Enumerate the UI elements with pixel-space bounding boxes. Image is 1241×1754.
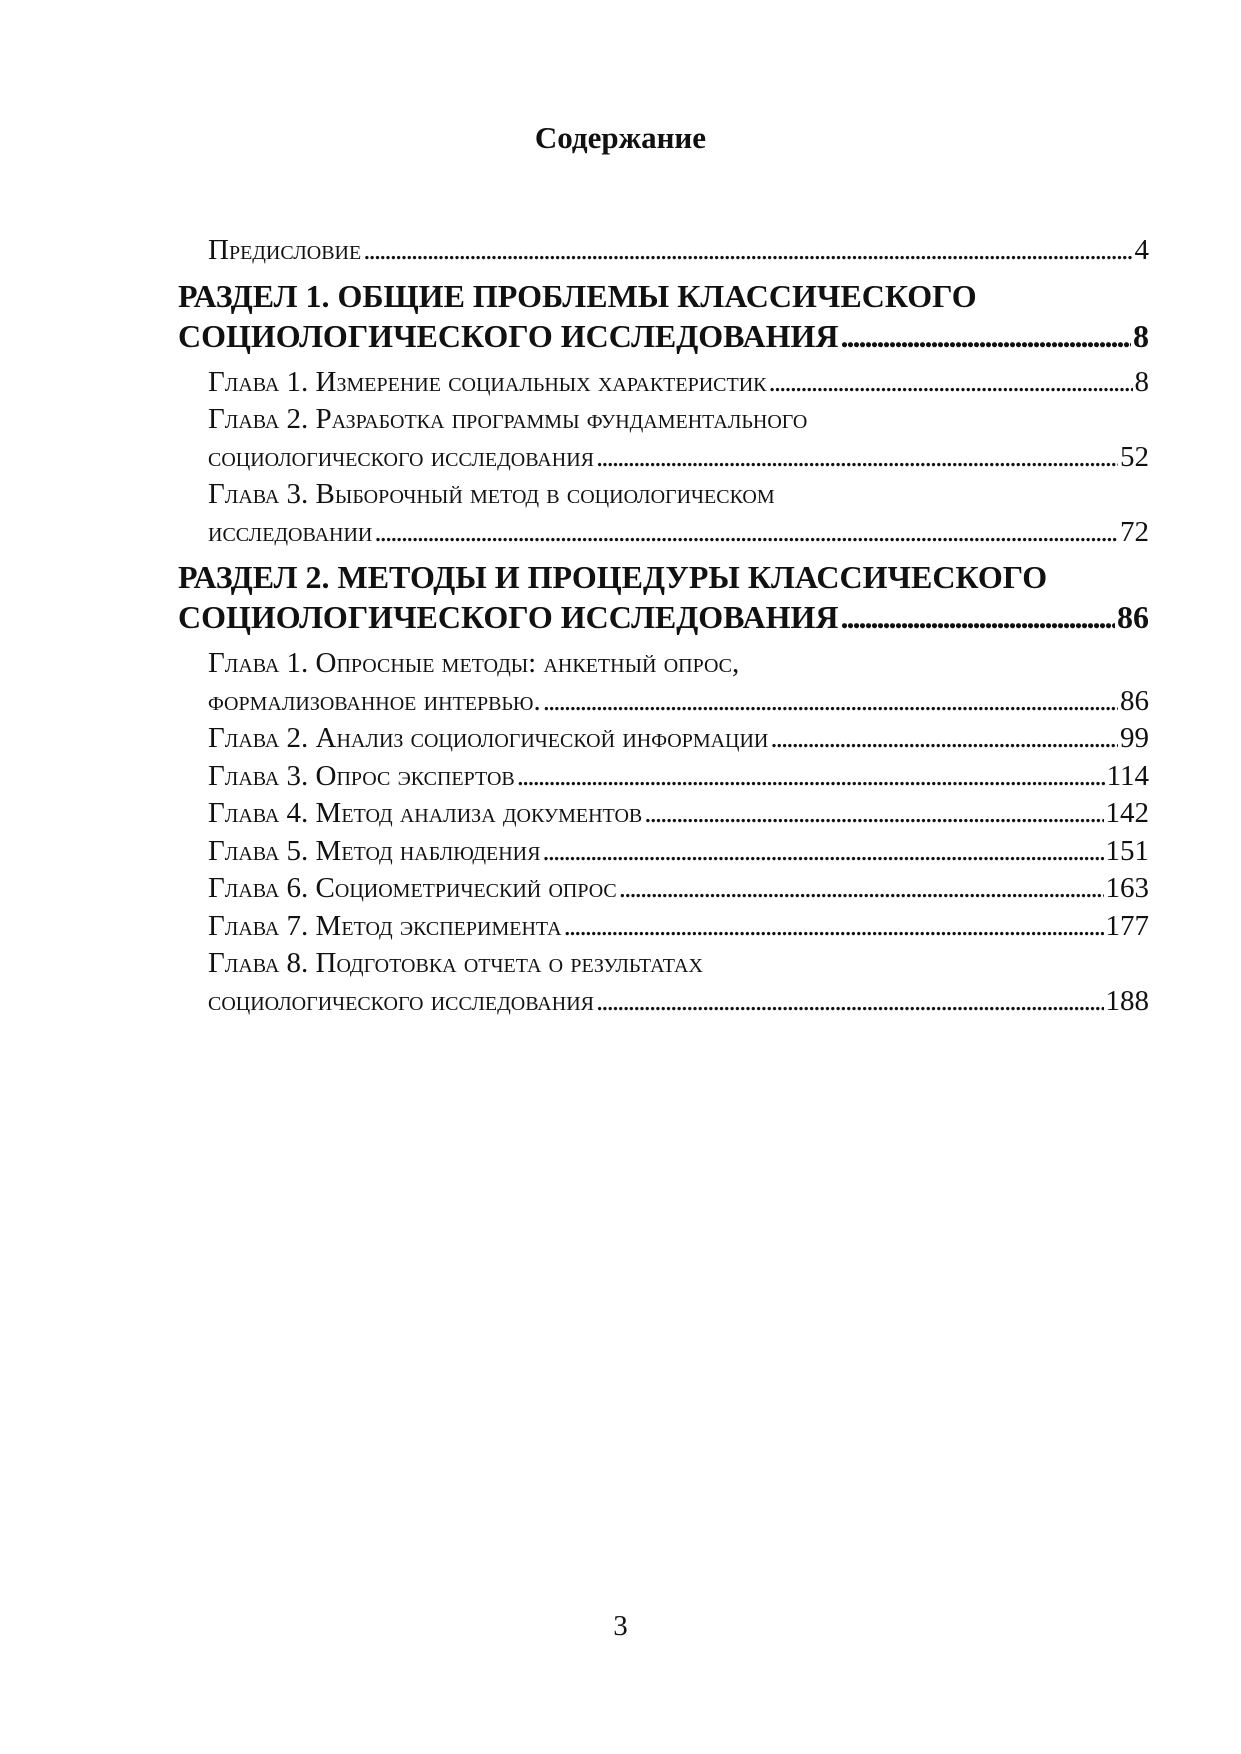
toc-entry-title-line1: Глава 2. Разработка программы фундаментального [208, 403, 808, 435]
dot-leader [517, 758, 1105, 796]
toc-entry-title: Глава 4. Метод анализа документов [208, 797, 643, 829]
dot-leader [596, 983, 1104, 1021]
dot-leader [596, 439, 1118, 477]
toc-chapter-2-3 [178, 758, 1149, 796]
toc-entry-title-line2: исследовании [208, 515, 373, 548]
toc-entry-title-line1: Глава 8. Подготовка отчета о результатах [208, 947, 703, 979]
dot-leader [840, 597, 1115, 637]
toc-entry-title: Глава 5. Метод наблюдения [208, 834, 541, 867]
toc-page-number: 8 [1134, 365, 1149, 398]
dot-leader [374, 514, 1118, 552]
toc-entry-preface [178, 232, 1149, 270]
toc-chapter-1-1 [178, 364, 1149, 402]
dot-leader [543, 683, 1118, 721]
toc-section-1 [178, 276, 1149, 356]
toc-page-number: 86 [1120, 684, 1149, 717]
toc-page-number: 99 [1120, 722, 1149, 754]
toc-chapter-1-3 [178, 476, 1149, 551]
toc-entry-title-line2: социологического исследования [208, 984, 594, 1017]
toc-entry-title: Глава 1. Измерение социальных характеристик [208, 365, 767, 398]
dot-leader [619, 870, 1104, 908]
toc-page-number: 8 [1133, 317, 1149, 354]
toc-page-number: 151 [1105, 834, 1149, 867]
toc-page-number: 72 [1120, 515, 1149, 548]
toc-entry-title: Глава 7. Метод эксперимента [208, 909, 562, 942]
toc-chapter-2-8 [178, 945, 1149, 1020]
toc-chapter-2-2 [178, 720, 1149, 758]
toc-chapter-2-4 [178, 795, 1149, 833]
toc-entry-title: Предисловие [208, 234, 362, 266]
dot-leader [840, 316, 1131, 356]
toc-chapter-1-2 [178, 401, 1149, 476]
table-of-contents [178, 232, 1149, 1020]
toc-page-number: 142 [1105, 797, 1149, 829]
toc-section-title-line1: РАЗДЕЛ 2. МЕТОДЫ И ПРОЦЕДУРЫ КЛАССИЧЕСКОГО [178, 559, 1048, 595]
dot-leader [769, 364, 1133, 402]
dot-leader [542, 833, 1103, 871]
toc-page-number: 177 [1105, 909, 1149, 942]
toc-chapter-2-7 [178, 908, 1149, 946]
toc-entry-title-line2: формализованное интервью. [208, 684, 541, 717]
toc-section-title-line1: РАЗДЕЛ 1. ОБЩИЕ ПРОБЛЕМЫ КЛАССИЧЕСКОГО [178, 277, 977, 314]
page-number: 3 [613, 1610, 628, 1642]
dot-leader [564, 908, 1104, 946]
toc-page-number: 188 [1105, 984, 1149, 1017]
page-title: Содержание [534, 120, 707, 155]
toc-page-number: 4 [1134, 234, 1149, 266]
toc-page-number: 52 [1120, 440, 1149, 473]
toc-chapter-2-6 [178, 870, 1149, 908]
toc-page-number: 114 [1106, 759, 1149, 792]
toc-entry-title-line1: Глава 3. Выборочный метод в социологическом [208, 478, 775, 510]
toc-chapter-2-5 [178, 833, 1149, 871]
dot-leader [363, 232, 1132, 270]
toc-entry-title: Глава 6. Социометрический опрос [208, 872, 617, 904]
dot-leader [770, 720, 1118, 758]
dot-leader [644, 795, 1103, 833]
toc-entry-title-line2: социологического исследования [208, 440, 594, 473]
toc-chapter-2-1 [178, 645, 1149, 720]
toc-section-2 [178, 557, 1149, 637]
toc-section-title-line2: СОЦИОЛОГИЧЕСКОГО ИССЛЕДОВАНИЯ [178, 317, 839, 354]
toc-entry-title-line1: Глава 1. Опросные методы: анкетный опрос, [208, 647, 740, 679]
toc-entry-title: Глава 2. Анализ социологической информации [208, 722, 769, 754]
toc-entry-title: Глава 3. Опрос экспертов [208, 759, 515, 792]
toc-page-number: 163 [1105, 872, 1149, 904]
toc-section-title-line2: СОЦИОЛОГИЧЕСКОГО ИССЛЕДОВАНИЯ [178, 599, 839, 635]
toc-page-number: 86 [1117, 599, 1149, 635]
